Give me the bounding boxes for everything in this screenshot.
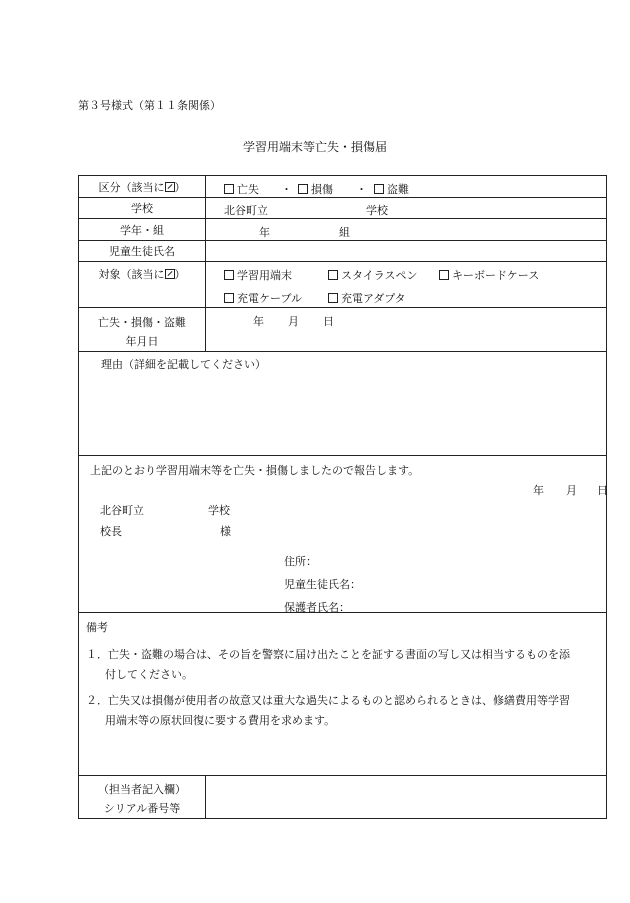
page-title: 学習用端末等亡失・損傷届 (242, 140, 387, 154)
category-options (206, 176, 607, 198)
checkbox-icon[interactable] (328, 293, 338, 303)
option-theft[interactable]: 盗難 (374, 181, 409, 197)
form-number: 第３号様式（第１１条関係） (78, 99, 221, 112)
form-table (78, 175, 607, 819)
address-label: 住所： (284, 555, 317, 568)
checkbox-icon[interactable] (439, 270, 449, 280)
checked-box-icon (165, 269, 175, 279)
option-loss[interactable]: 亡失 (224, 181, 259, 197)
student-signature-label: 児童生徒氏名： (284, 578, 361, 591)
date-label: 亡失・損傷・盗難 年月日 (79, 308, 206, 352)
date-field[interactable]: 年 月 日 (206, 308, 607, 352)
option-charging-adapter[interactable]: 充電アダプタ (328, 290, 405, 306)
reason-label: 理由（詳細を記載してください） (101, 358, 266, 371)
option-stylus[interactable]: スタイラスペン (328, 267, 417, 283)
checkbox-icon[interactable] (224, 293, 234, 303)
option-damage[interactable]: 損傷 (298, 181, 333, 197)
remarks-heading: 備考 (86, 621, 108, 634)
student-name-label: 児童生徒氏名 (79, 241, 206, 262)
guardian-signature-label: 保護者氏名： (284, 601, 350, 614)
checkbox-icon[interactable] (298, 184, 308, 194)
report-section: 上記のとおり学習用端末等を亡失・損傷しましたので報告します。 年 月 日 北谷町立 学校 校長 様 住所： 児童生徒氏名： 保護者氏名： (79, 456, 607, 613)
reason-field[interactable] (79, 352, 607, 456)
category-label: 区分（該当に ） (79, 176, 206, 198)
remarks-section: 備考 １．亡失・盗難の場合は、その旨を警察に届け出たことを証する書面の写し又は相当するものを添 付してください。 ２．亡失又は損傷が使用者の故意又は重大な過失によるものと認められるときは、修繕費用等学習 用端末等の原状回復に要する費用を求めます。 (79, 613, 607, 776)
student-name-field[interactable] (206, 241, 607, 262)
report-statement: 上記のとおり学習用端末等を亡失・損傷しましたので報告します。 (90, 464, 420, 477)
checkbox-icon[interactable] (224, 270, 234, 280)
option-charging-cable[interactable]: 充電ケーブル (224, 290, 302, 306)
target-options (206, 262, 607, 308)
serial-number-field[interactable] (206, 776, 607, 819)
checked-box-icon (165, 182, 175, 192)
option-keyboard-case[interactable]: キーボードケース (439, 267, 539, 283)
grade-class-field[interactable]: 年 組 (206, 219, 607, 241)
staff-label: （担当者記入欄） シリアル番号等 (79, 776, 206, 819)
school-label: 学校 (79, 198, 206, 219)
school-field[interactable]: 北谷町立 学校 (206, 198, 607, 219)
separator: ・ (356, 183, 367, 196)
checkbox-icon[interactable] (374, 184, 384, 194)
option-terminal[interactable]: 学習用端末 (224, 267, 292, 283)
grade-class-label: 学年・組 (79, 219, 206, 241)
target-label: 対象（該当に ） (79, 262, 206, 308)
checkbox-icon[interactable] (328, 270, 338, 280)
separator: ・ (281, 183, 292, 196)
checkbox-icon[interactable] (224, 184, 234, 194)
